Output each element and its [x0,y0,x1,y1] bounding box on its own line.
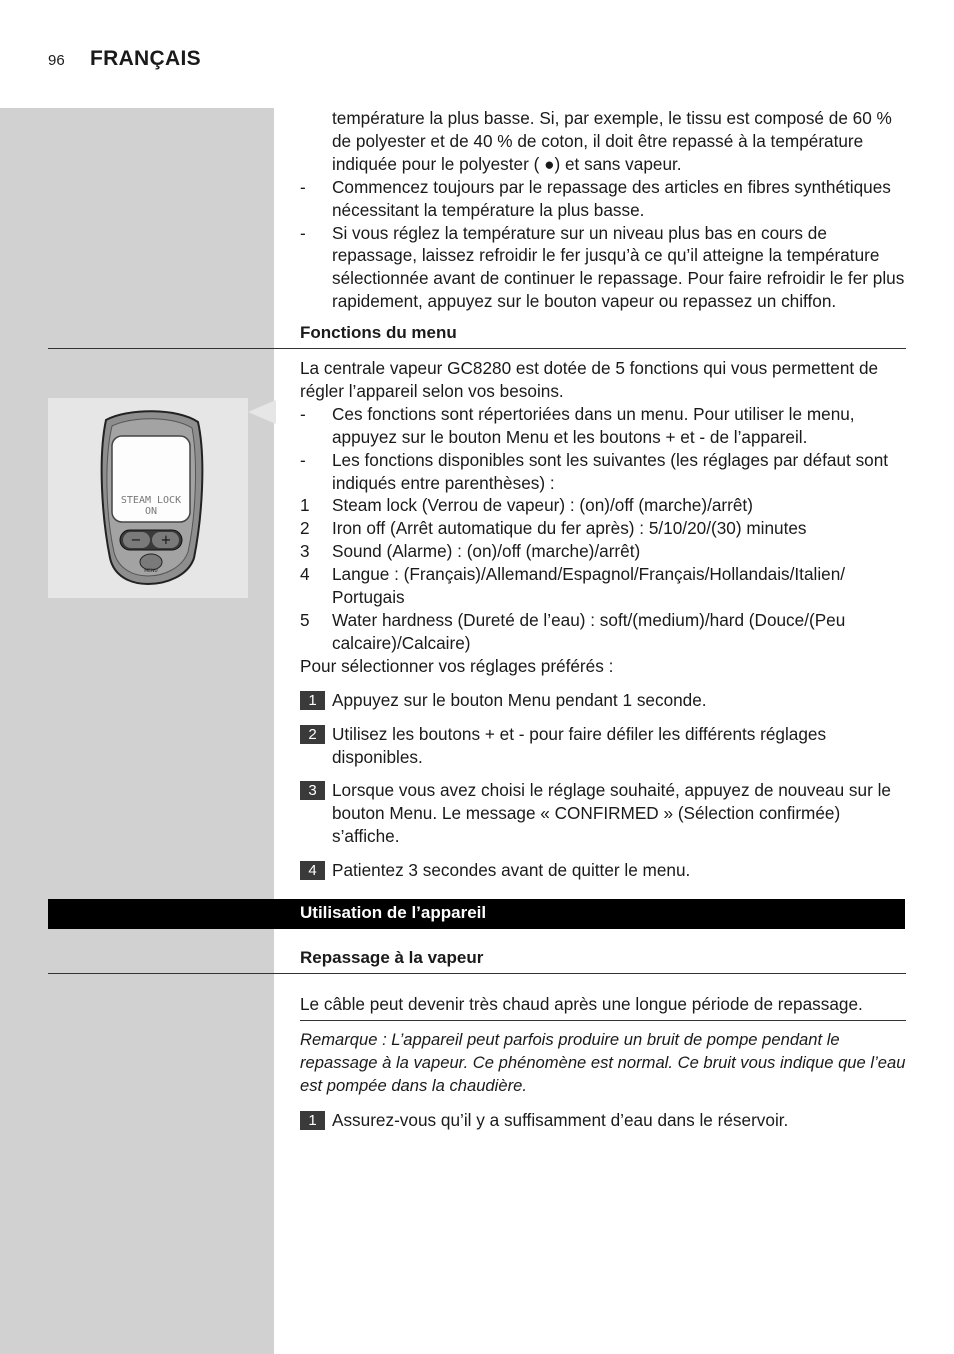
list-item [300,449,906,495]
left-margin-panel [0,108,274,1354]
step-item [300,1109,906,1132]
step-number-badge: 4 [300,861,325,880]
warning-text: Le câble peut devenir très chaud après une longue période de repassage. [300,993,906,1021]
step-number-badge: 3 [300,781,325,800]
menu-label: MENU [144,569,158,574]
function-item: 5 Water hardness (Dureté de l’eau) : soft/(medium)/hard (Douce/(Peu calcaire)/Calcaire) [300,609,846,653]
list-item [300,222,906,314]
minus-label: − [130,533,142,548]
function-text: Steam lock (Verrou de vapeur) : (on)/off (marche)/arrêt) [332,495,753,516]
step-number-badge: 1 [300,691,325,710]
continuation-paragraph [300,107,906,176]
section-divider [48,973,906,974]
dash-marker: - [300,176,306,197]
step-item [300,859,906,882]
menu-button[interactable] [140,554,162,570]
step-number-badge: 1 [300,1111,325,1130]
section-divider [48,348,906,349]
screen-line2: ON [144,506,158,517]
control-panel-icon [48,398,248,598]
screen-line1: STEAM LOCK [120,495,182,506]
intro-block [300,107,906,313]
bullet-text: Ces fonctions sont répertoriées dans un menu. Pour utiliser le menu, appuyez sur le bouton Menu et les boutons + et - de l’appareil. [332,403,855,447]
bullet-text: Les fonctions disponibles sont les suivantes (les réglages par défaut sont indiqués entre parenthèses) : [332,449,889,493]
function-item: 1 Steam lock (Verrou de vapeur) : (on)/off (marche)/arrêt) [300,495,753,516]
language-title: FRANÇAIS [90,47,201,70]
function-text: Iron off (Arrêt automatique du fer après) : 5/10/20/(30) minutes [332,518,807,539]
step-number-badge: 2 [300,725,325,744]
step-text: Assurez-vous qu’il y a suffisamment d’eau dans le réservoir. [332,1109,789,1130]
menu-intro: La centrale vapeur GC8280 est dotée de 5 fonctions qui vous permettent de régler l’appareil selon vos besoins. [300,358,879,401]
step-text: Appuyez sur le bouton Menu pendant 1 seconde. [332,689,707,710]
list-item [300,176,906,222]
select-intro: Pour sélectionner vos réglages préférés : [300,655,614,676]
function-text: Sound (Alarme) : (on)/off (marche)/arrêt) [332,541,641,562]
menu-section-content [300,357,906,882]
step-text: Patientez 3 secondes avant de quitter le menu. [332,860,691,881]
plus-label: + [160,533,172,548]
function-item: 4 Langue : (Français)/Allemand/Espagnol/Français/Hollandais/Italien/ Portugais [300,564,846,608]
continuation-text: température la plus basse. Si, par exemple, le tissu est composé de 60 % de polyester et de 40 % de coton, il doit être repassé à la température indiquée pour le polyester ( ●) et sans vapeur. [332,108,892,174]
list-item [300,403,906,449]
page-number: 96 [48,52,65,69]
function-text: Water hardness (Dureté de l’eau) : soft/(medium)/hard (Douce/(Peu calcaire)/Calcaire) [332,609,846,653]
step-item [300,779,906,848]
dash-marker: - [300,449,306,470]
step-item [300,689,906,712]
dash-marker: - [300,403,306,424]
bullet-text: Commencez toujours par le repassage des articles en fibres synthétiques nécessitant la température la plus basse. [332,176,891,220]
section-bar-title: Utilisation de l’appareil [300,903,487,922]
dash-marker: - [300,222,306,243]
function-item: 2 Iron off (Arrêt automatique du fer après) : 5/10/20/(30) minutes [300,518,807,539]
function-text: Langue : (Français)/Allemand/Espagnol/Français/Hollandais/Italien/ Portugais [332,564,846,608]
section-heading-steam: Repassage à la vapeur [300,948,484,967]
illustration-pointer [248,400,276,424]
step-text: Utilisez les boutons + et - pour faire défiler les différents réglages disponibles. [332,723,827,767]
step-item [300,723,906,769]
control-panel-illustration [48,398,248,598]
bullet-text: Si vous réglez la température sur un niveau plus bas en cours de repassage, laissez refroidir le fer jusqu’à ce qu’il atteigne la température sélectionnée avant de continuer le repassage. Pour faire refroidir le fer plus rapidement, appuyez sur le bouton vapeur ou repassez un chiffon. [332,222,905,312]
note-text: Remarque : L’appareil peut parfois produire un bruit de pompe pendant le repassage à la vapeur. Ce phénomène est normal. Ce bruit vous indique que l’eau est pompée dans la chaudière. [300,1029,906,1095]
function-item: 3 Sound (Alarme) : (on)/off (marche)/arrêt) [300,541,641,562]
step-text: Lorsque vous avez choisi le réglage souhaité, appuyez de nouveau sur le bouton Menu. Le message « CONFIRMED » (Sélection confirmée) s’affiche. [332,780,891,847]
section-heading-menu: Fonctions du menu [300,323,457,342]
steam-section-content [300,993,906,1132]
